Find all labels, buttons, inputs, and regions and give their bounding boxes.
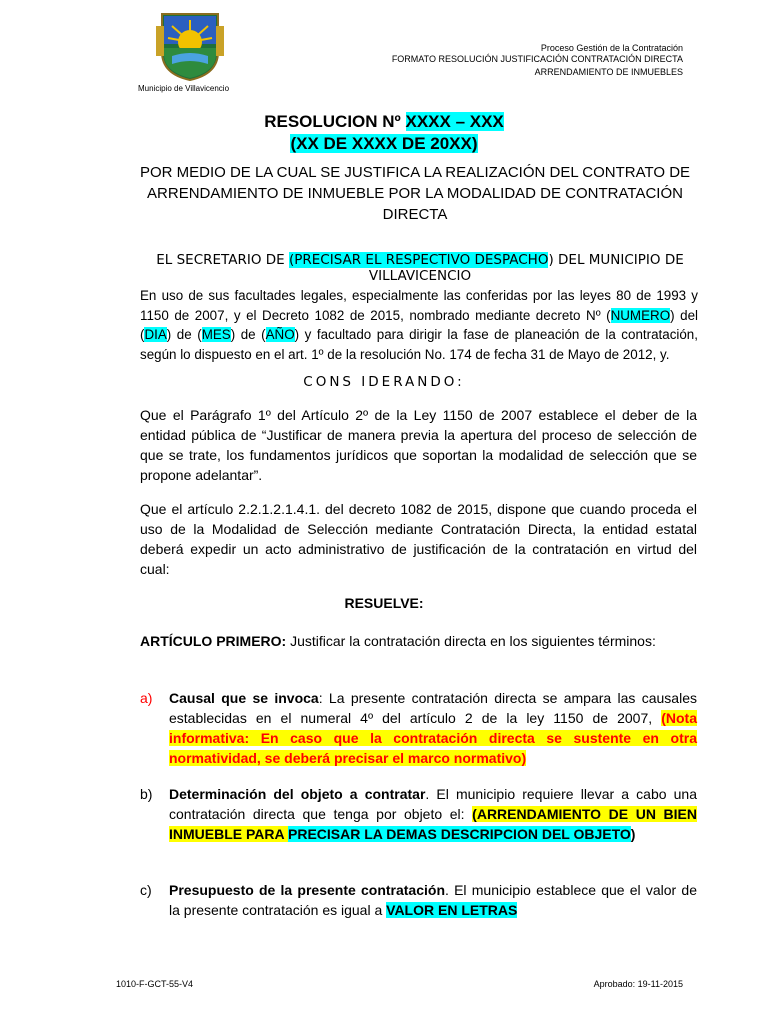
intro-text-4: ) de ( xyxy=(230,327,266,342)
intro-day-placeholder: DIA xyxy=(144,327,167,342)
secretary-post: ) DEL MUNICIPIO DE VILLAVICENCIO xyxy=(368,252,684,284)
title-date-placeholder: (XX DE XXXX DE 20XX) xyxy=(290,134,478,153)
intro-text-1: En uso de sus facultades legales, especialmente las conferidas por las leyes 80 de 1993 y 1150 de 2007, y el Decreto 1082 de 2015, nombrado mediante decreto Nº ( xyxy=(140,288,698,323)
intro-text-2: ) del ( xyxy=(140,307,698,342)
resuelve-heading: RESUELVE: xyxy=(344,595,424,611)
intro-year-placeholder: AÑO xyxy=(265,327,295,342)
secretary-pre: EL SECRETARIO DE xyxy=(156,252,289,268)
item-b-end: ) xyxy=(630,826,636,842)
resolution-date-title xyxy=(0,134,768,154)
article-one xyxy=(140,631,697,651)
item-c-heading: Presupuesto de la presente contratación xyxy=(169,882,445,898)
item-a-text: : La presente contratación directa se ampara las causales establecidas en el numeral 4º del artículo 2 de la ley 1150 de 2007, xyxy=(169,690,697,726)
item-c-text: . El municipio establece que el valor de la presente contratación es igual a xyxy=(169,882,697,918)
resolution-subtitle: POR MEDIO DE LA CUAL SE JUSTIFICA LA REALIZACIÓN DEL CONTRATO DE ARRENDAMIENTO DE INMUEBLE POR LA MODALIDAD DE CONTRATACIÓN DIRECTA xyxy=(139,164,691,223)
resolution-number-title xyxy=(0,112,768,132)
considerando-heading: CONS IDERANDO: xyxy=(303,374,465,390)
secretary-placeholder: (PRECISAR EL RESPECTIVO DESPACHO xyxy=(288,252,549,268)
intro-text-5: ) y facultado para dirigir la fase de planeación de la contratación, según lo dispuesto en el art. 1º de la resolución No. 174 de fecha 31 de Mayo de 2012, y. xyxy=(140,327,698,362)
item-b-yellow-placeholder: (ARRENDAMIENTO DE UN BIEN INMUEBLE PARA xyxy=(169,806,697,842)
municipality-coat-of-arms-logo xyxy=(150,8,230,83)
logo-caption: Municipio de Villavicencio xyxy=(138,84,230,93)
title-prefix: RESOLUCION Nº xyxy=(264,112,406,131)
article-one-text: Justificar la contratación directa en los siguientes términos: xyxy=(286,633,656,649)
considerando-paragraph-1: Que el Parágrafo 1º del Artículo 2º de la Ley 1150 de 2007 establece el deber de la entidad pública de “Justificar de manera previa la apertura del proceso de selección de que se trate, los fundamentos jurídicos que soportan la modalidad de selección que se propone adelantar”. xyxy=(140,407,697,483)
item-a-label: a) xyxy=(140,690,153,706)
footer-approval-date: Aprobado: 19-11-2015 xyxy=(593,979,683,989)
header-format-line: FORMATO RESOLUCIÓN JUSTIFICACIÓN CONTRATACIÓN DIRECTA xyxy=(391,54,683,64)
header-process-line: Proceso Gestión de la Contratación xyxy=(540,43,683,53)
item-b-label: b) xyxy=(140,786,153,802)
item-c-value-placeholder: VALOR EN LETRAS xyxy=(386,902,518,918)
intro-month-placeholder: MES xyxy=(201,327,231,342)
item-b-heading: Determinación del objeto a contratar xyxy=(169,786,426,802)
list-item-a xyxy=(140,688,697,768)
item-b-text: . El municipio requiere llevar a cabo una contratación directa que tenga por objeto el: xyxy=(169,786,698,822)
header-type-line: ARRENDAMIENTO DE INMUEBLES xyxy=(534,67,683,77)
item-b-cyan-placeholder: PRECISAR LA DEMAS DESCRIPCION DEL OBJETO xyxy=(288,826,631,842)
title-number-placeholder: XXXX – XXX xyxy=(405,112,504,131)
secretary-heading xyxy=(140,252,700,284)
considerando-paragraph-2: Que el artículo 2.2.1.2.1.4.1. del decreto 1082 de 2015, dispone que cuando proceda el uso de la Modalidad de Selección mediante Contratación Directa, la entidad estatal deberá expedir un acto administrativo de justificación de la contratación en virtud del cual: xyxy=(140,501,697,577)
article-one-label: ARTÍCULO PRIMERO: xyxy=(140,633,287,649)
list-item-c xyxy=(140,880,697,920)
list-item-b xyxy=(140,784,697,844)
item-a-heading: Causal que se invoca xyxy=(169,690,319,706)
intro-number-placeholder: NUMERO xyxy=(610,307,671,323)
item-a-note: (Nota informativa: En caso que la contratación directa se sustente en otra normatividad, se deberá precisar el marco normativo) xyxy=(169,710,697,766)
intro-text-3: ) de ( xyxy=(166,327,202,342)
footer-document-code: 1010-F-GCT-55-V4 xyxy=(116,979,194,989)
item-c-label: c) xyxy=(140,882,152,898)
intro-paragraph xyxy=(140,286,698,364)
